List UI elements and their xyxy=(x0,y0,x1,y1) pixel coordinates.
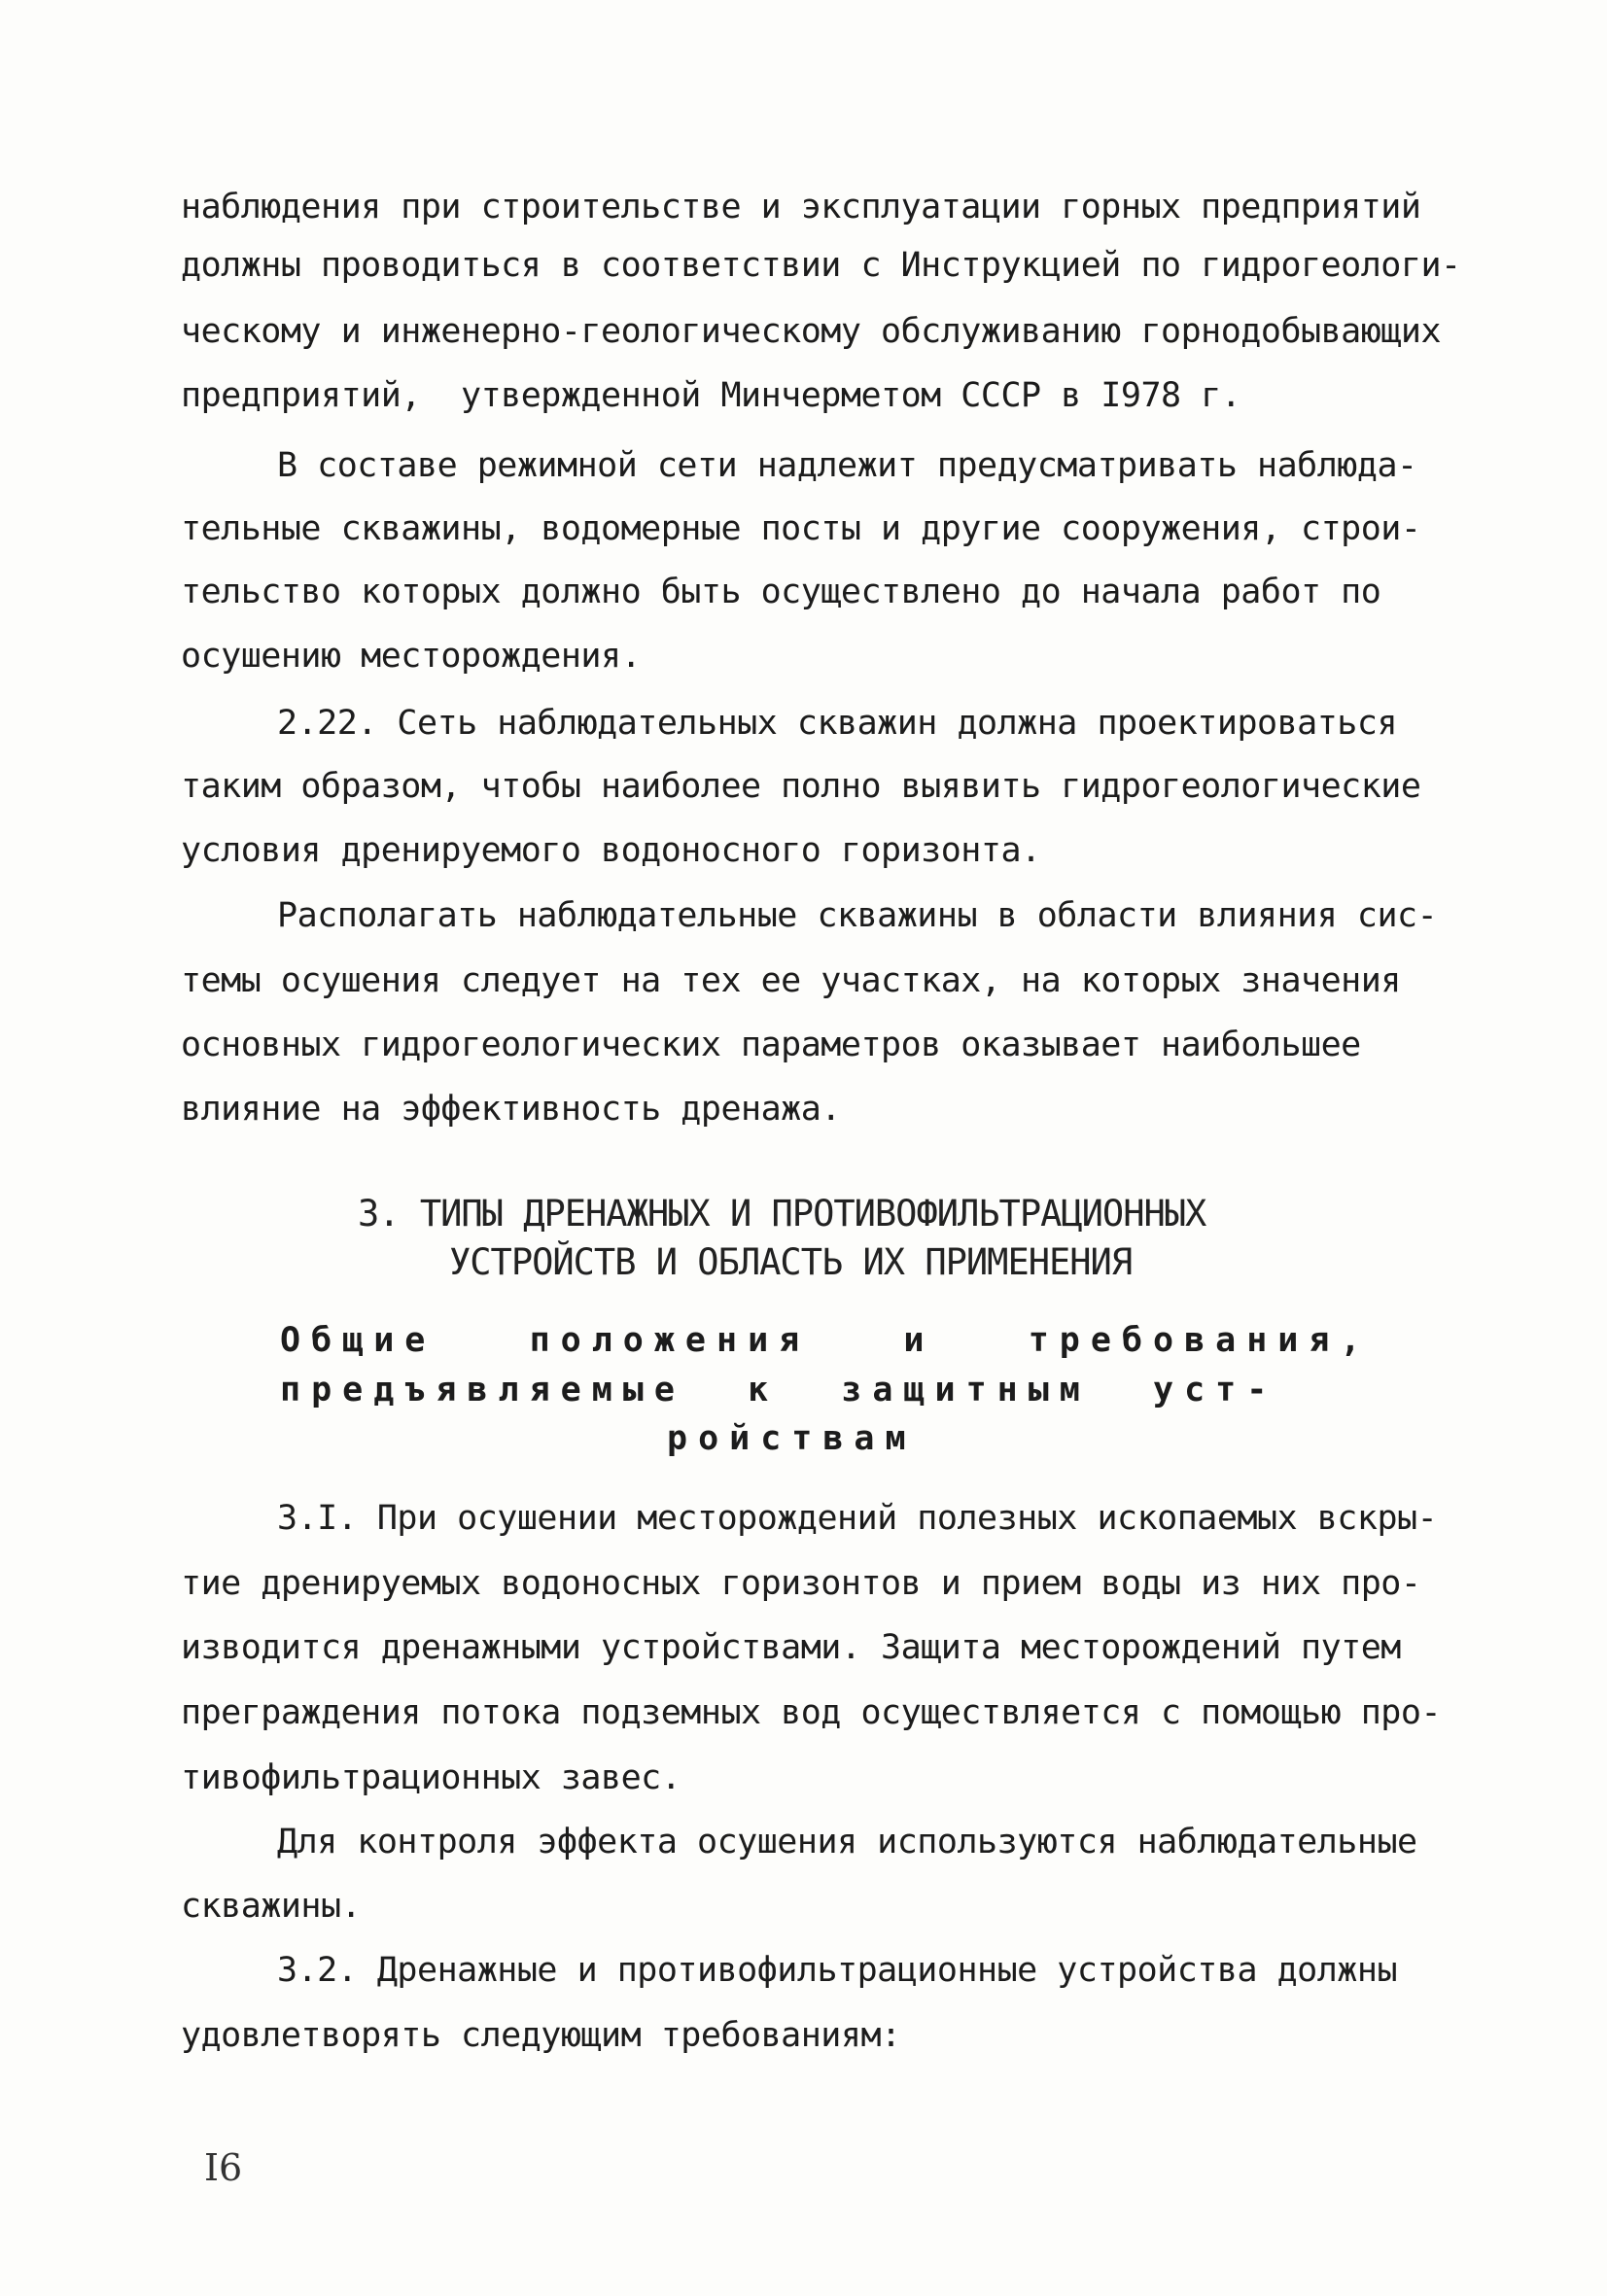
section-heading-line-1: 3. ТИПЫ ДРЕНАЖНЫХ И ПРОТИВОФИЛЬТРАЦИОННЫХ xyxy=(358,1193,1206,1235)
text-line: тельство которых должно быть осуществлено до начала работ по xyxy=(181,573,1381,611)
text-line: основных гидрогеологических параметров оказывает наибольшее xyxy=(181,1026,1361,1064)
section-heading-line-2: УСТРОЙСТВ И ОБЛАСТЬ ИХ ПРИМЕНЕНИЯ xyxy=(449,1241,1133,1283)
text-line: изводится дренажными устройствами. Защита месторождений путем xyxy=(181,1628,1401,1667)
text-line: осушению месторождения. xyxy=(181,637,642,676)
text-line: 2.22. Сеть наблюдательных скважин должна проектироваться xyxy=(277,704,1398,743)
text-line: тивофильтрационных завес. xyxy=(181,1758,681,1797)
text-line: должны проводиться в соответствии с Инструкцией по гидрогеологи- xyxy=(181,246,1461,285)
text-line: Для контроля эффекта осушения используются наблюдательные xyxy=(277,1823,1417,1861)
text-line: скважины. xyxy=(181,1887,362,1926)
page-number: I6 xyxy=(204,2146,243,2189)
text-line: В составе режимной сети надлежит предусматривать наблюда- xyxy=(277,446,1417,485)
text-line: тие дренируемых водоносных горизонтов и прием воды из них про- xyxy=(181,1564,1421,1603)
text-line: удовлетворять следующим требованиям: xyxy=(181,2016,901,2055)
subheading-line-1: Общие положения и требования, xyxy=(280,1321,1372,1360)
text-line: 3.I. При осушении месторождений полезных ископаемых вскры- xyxy=(277,1499,1438,1538)
text-line: ческому и инженерно-геологическому обслуживанию горнодобывающих xyxy=(181,312,1442,351)
text-line: темы осушения следует на тех ее участках, на которых значения xyxy=(181,961,1401,1000)
text-line: 3.2. Дренажные и противофильтрационные устройства должны xyxy=(277,1951,1398,1990)
text-line: наблюдения при строительстве и эксплуатации горных предприятий xyxy=(181,188,1421,226)
text-line: таким образом, чтобы наиболее полно выявить гидрогеологические xyxy=(181,767,1421,806)
text-line: Располагать наблюдательные скважины в области влияния сис- xyxy=(277,896,1438,935)
text-line: влияние на эффективность дренажа. xyxy=(181,1090,841,1129)
text-line: тельные скважины, водомерные посты и другие сооружения, строи- xyxy=(181,509,1421,548)
subheading-line-2: предъявляемые к защитным уст- xyxy=(280,1371,1278,1409)
subheading-line-3: ройствам xyxy=(667,1419,917,1458)
text-line: условия дренируемого водоносного горизонта. xyxy=(181,831,1041,870)
text-line: преграждения потока подземных вод осуществляется с помощью про- xyxy=(181,1693,1442,1732)
text-line: предприятий, утвержденной Минчерметом СССР в I978 г. xyxy=(181,376,1241,415)
